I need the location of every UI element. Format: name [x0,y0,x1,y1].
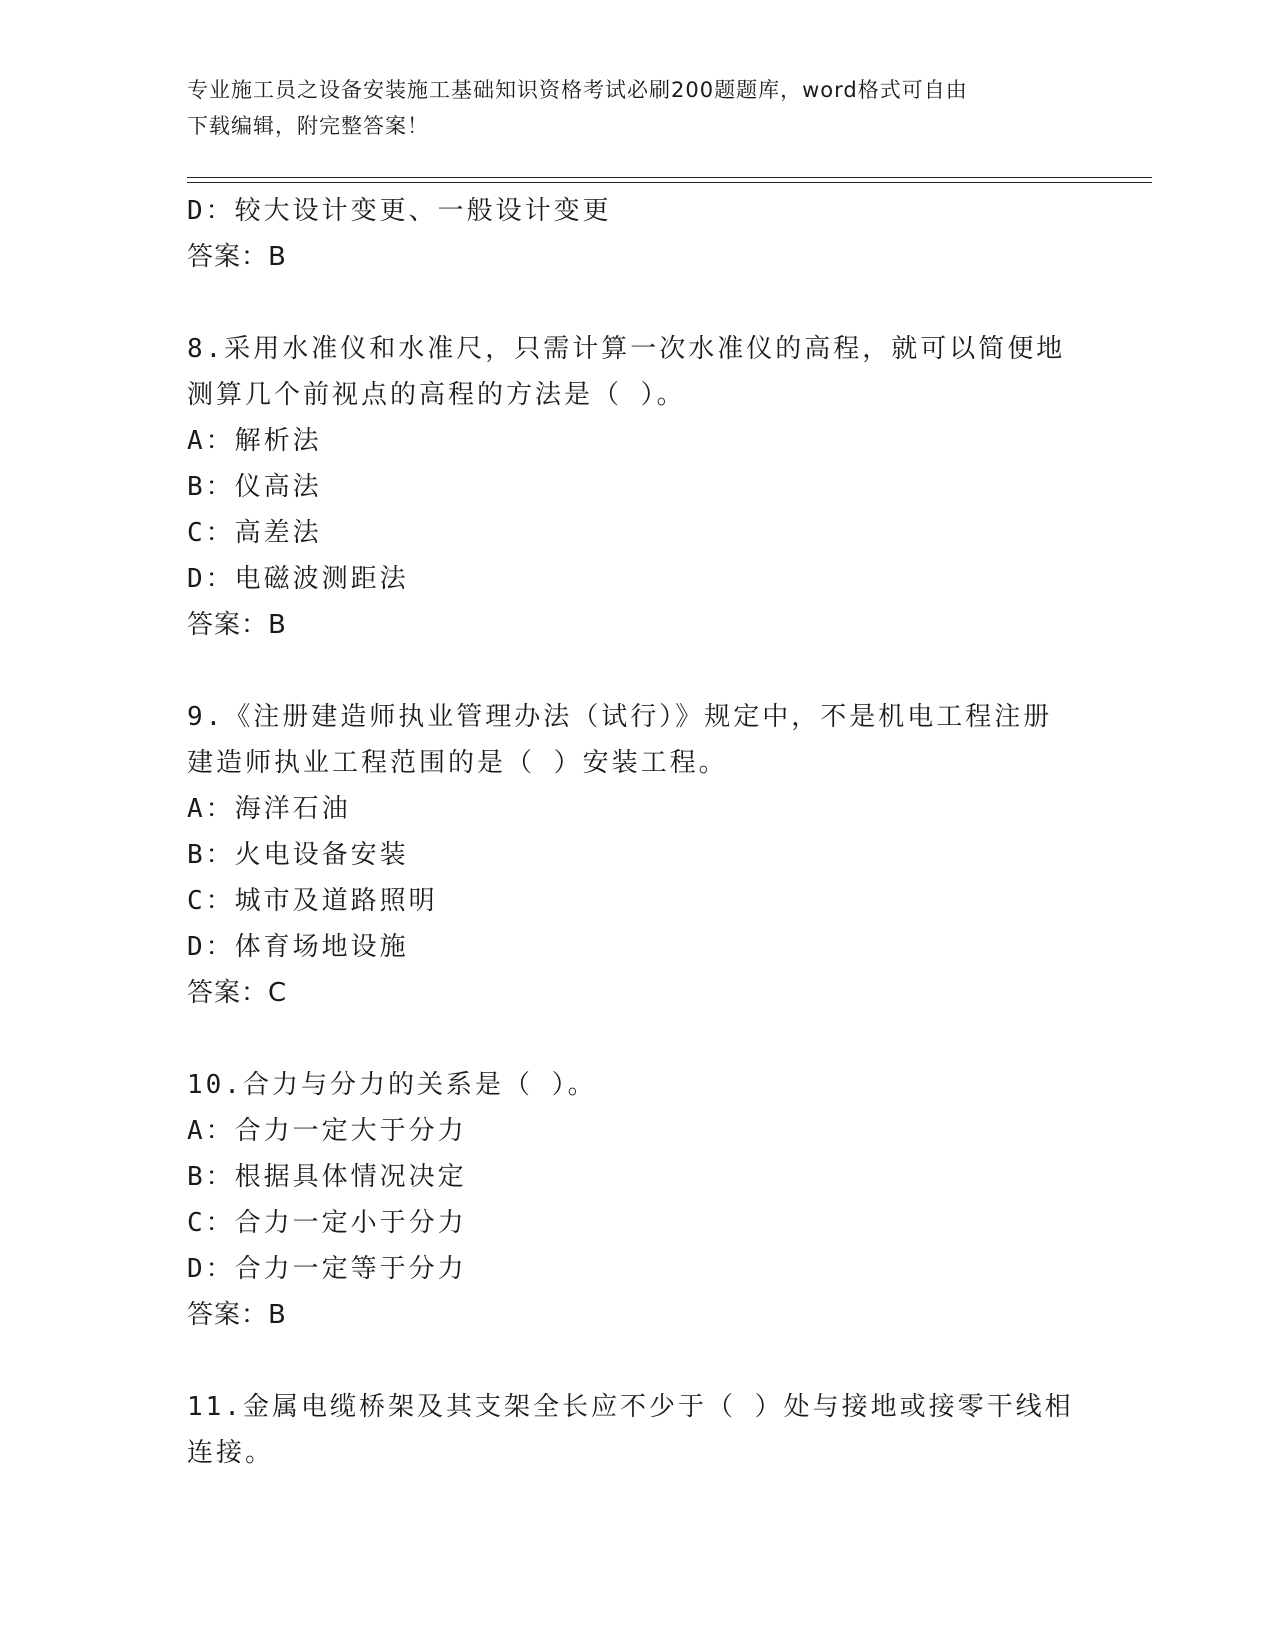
answer: 答案：B [187,610,287,640]
answer: 答案：B [187,242,287,272]
option-c: C：城市及道路照明 [187,886,438,916]
question-text-line-2: 建造师执业工程范围的是（ ）安装工程。 [187,748,728,778]
option-d: D：电磁波测距法 [187,564,409,594]
question-text-line-1: 11.金属电缆桥架及其支架全长应不少于（ ）处与接地或接零干线相 [187,1392,1074,1422]
option-d: D：合力一定等于分力 [187,1254,467,1284]
question-11 [187,1384,1074,1476]
header-line-2: 下载编辑，附完整答案！ [187,114,429,138]
question-7-tail [187,188,1067,280]
question-text-line-1: 9.《注册建造师执业管理办法（试行）》规定中，不是机电工程注册 [187,702,1053,732]
header-divider-bottom [187,182,1152,183]
option-d: D：较大设计变更、一般设计变更 [187,196,612,226]
spacer [187,648,1067,694]
option-c: C：合力一定小于分力 [187,1208,467,1238]
question-list [187,188,1074,1476]
option-a: A：解析法 [187,426,322,456]
question-10 [187,1062,1067,1338]
question-text-line-1: 8.采用水准仪和水准尺，只需计算一次水准仪的高程，就可以简便地 [187,334,1066,364]
header-line-1: 专业施工员之设备安装施工基础知识资格考试必刷200题题库，word格式可自由 [187,78,968,102]
answer: 答案：B [187,1300,287,1330]
option-a: A：合力一定大于分力 [187,1116,467,1146]
question-text-line-1: 10.合力与分力的关系是（ ）。 [187,1070,597,1100]
option-b: B：仪高法 [187,472,322,502]
header-divider-top [187,177,1152,178]
answer: 答案：C [187,978,288,1008]
question-text-line-2: 测算几个前视点的高程的方法是（ ）。 [187,380,686,410]
spacer [187,1338,1067,1384]
document-header [187,72,1067,144]
question-9 [187,694,1067,1016]
option-b: B：火电设备安装 [187,840,409,870]
question-text-line-2: 连接。 [187,1438,275,1468]
spacer [187,280,1067,326]
option-c: C：高差法 [187,518,322,548]
option-a: A：海洋石油 [187,794,351,824]
question-8 [187,326,1067,648]
spacer [187,1016,1067,1062]
option-b: B：根据具体情况决定 [187,1162,467,1192]
option-d: D：体育场地设施 [187,932,409,962]
